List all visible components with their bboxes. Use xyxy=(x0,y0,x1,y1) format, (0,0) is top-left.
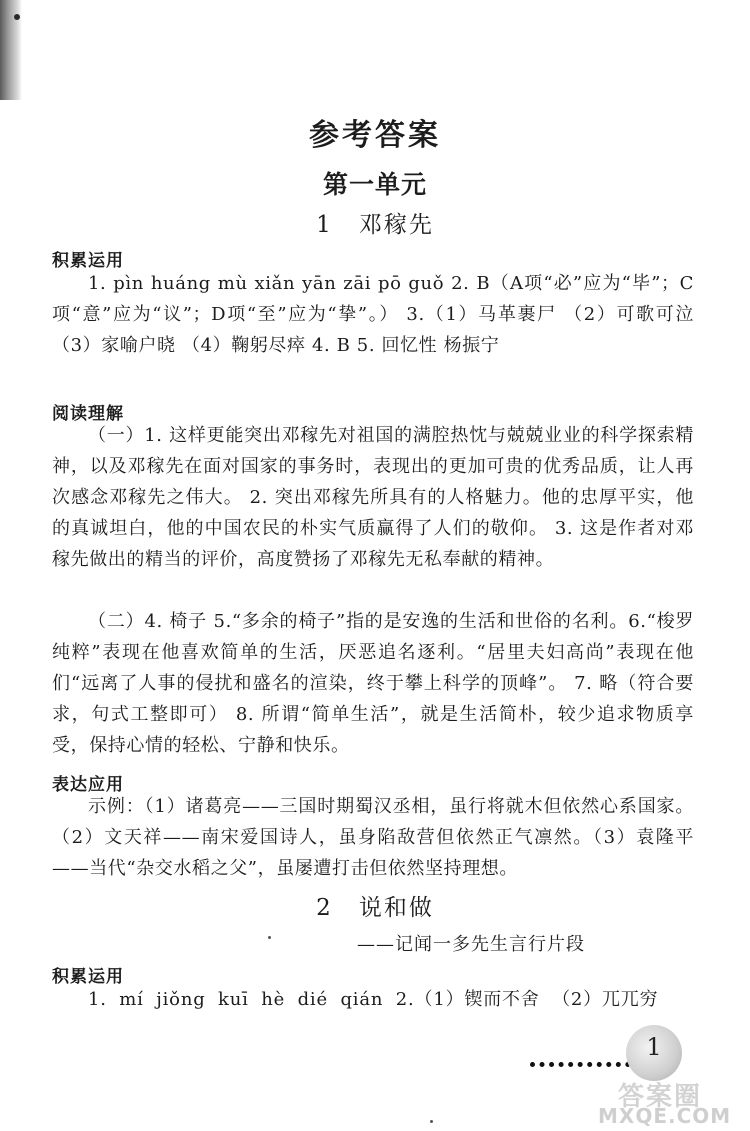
ink-speck xyxy=(268,936,271,939)
lesson-2-heading xyxy=(0,889,750,922)
section-heading-reading: 阅读理解 xyxy=(52,404,124,424)
lesson-1-reading-part-1: （一）1. 这样更能突出邓稼先对祖国的满腔热忱与兢兢业业的科学探索精神，以及邓稼先在面对国家的事务时，表现出的更加可贵的优秀品质，让人再次感念邓稼先之伟大。 2. 突出邓稼先所具有的人格魅力。他的忠厚平实，他的真诚坦白，他的中国农民的朴实气质赢得了人们的敬仰。 3. 这是作者对邓稼先做出的精当的评价，高度赞扬了邓稼先无私奉献的精神。 xyxy=(52,425,694,570)
ink-speck xyxy=(430,1120,433,1123)
lesson-1-expression-answers: 示例：（1）诸葛亮——三国时期蜀汉丞相，虽行将就木但依然心系国家。（2）文天祥——南宋爱国诗人，虽身陷敌营但依然正气凛然。（3）袁隆平——当代“杂交水稻之父”，虽屡遭打击但依然坚持理想。 xyxy=(52,796,694,879)
lesson-1-number: 1 xyxy=(316,212,333,238)
section-heading-expression: 表达应用 xyxy=(52,775,124,795)
lesson-2-number: 2 xyxy=(316,895,333,921)
lesson-1-reading-part-2: （二）4. 椅子 5.“多余的椅子”指的是安逸的生活和世俗的名利。6.“梭罗纯粹”表现在他喜欢简单的生活，厌恶追名逐利。“居里夫妇高尚”表现在他们“远离了人事的侵扰和盛名的渲染，终于攀上科学的顶峰”。 7. 略（符合要求，句式工整即可） 8. 所谓“简单生活”，就是生活简朴，较少追求物质享受，保持心情的轻松、宁静和快乐。 xyxy=(52,611,694,756)
page-number: 1 xyxy=(646,1033,662,1061)
watermark-logo: 答案圈 xyxy=(618,1082,703,1112)
lesson-2-accumulation-answers: 1. mí jiǒng kuī hè dié qián 2.（1）锲而不舍 （2）兀兀穷 xyxy=(88,989,659,1010)
page-title: 参考答案 xyxy=(309,118,441,153)
lesson-1-accumulation-answers: 1. pìn huáng mù xiǎn yān zāi pō guǒ 2. B（A项“必”应为“毕”；C项“意”应为“议”；D项“至”应为“挚”。） 3.（1）马革裹尸 （2）可歌可泣 （3）家喻户晓 （4）鞠躬尽瘁 4. B 5. 回忆性 杨振宁 xyxy=(52,273,694,356)
unit-heading: 第一单元 xyxy=(322,170,427,199)
section-heading-accumulation: 积累运用 xyxy=(52,251,124,271)
section-heading-accumulation-2: 积累运用 xyxy=(52,967,124,987)
lesson-2-subtitle: ——记闻一多先生言行片段 xyxy=(357,934,585,955)
watermark-url: MXQE.COM xyxy=(598,1104,732,1128)
lesson-1-heading xyxy=(0,206,750,239)
binding-hole xyxy=(14,14,20,20)
page-number-badge xyxy=(626,1025,682,1081)
footer-dotted-line xyxy=(530,1062,640,1075)
lesson-2-title: 说和做 xyxy=(358,895,434,921)
lesson-1-title: 邓稼先 xyxy=(358,212,434,238)
